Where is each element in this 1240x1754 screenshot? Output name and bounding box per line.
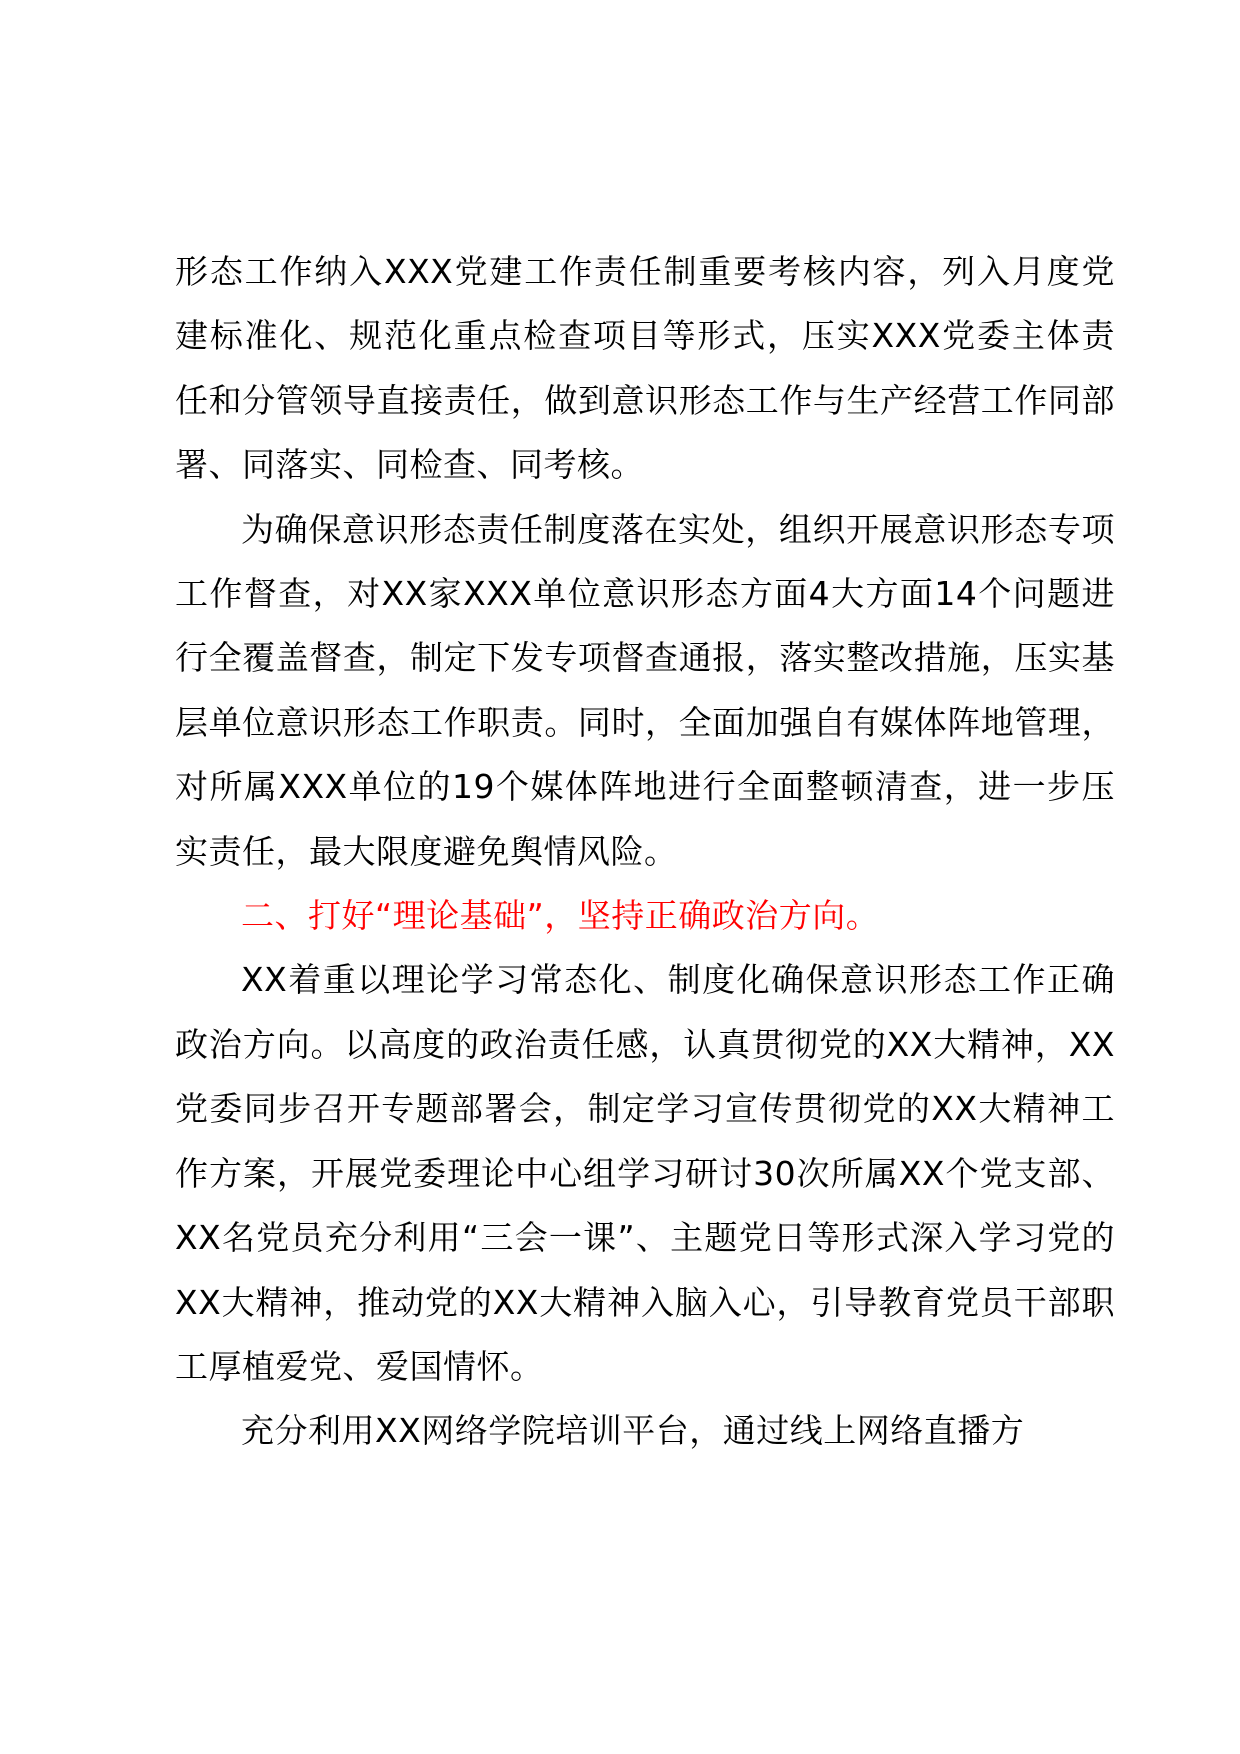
paragraph-theory-study: XX着重以理论学习常态化、制度化确保意识形态工作正确政治方向。以高度的政治责任感，认真贯彻党的XX大精神，XX党委同步召开专题部署会，制定学习宣传贯彻党的XX大精神工作方案，开展党委理论中心组学习研讨30次所属XX个党支部、XX名党员充分利用“三会一课”、主题党日等形式深入学习党的XX大精神，推动党的XX大精神入脑入心，引导教育党员干部职工厚植爱党、爱国情怀。 [175, 960, 1115, 1386]
document-body [175, 240, 1115, 1464]
section-heading: 二、打好“理论基础”，坚持正确政治方向。 [241, 896, 880, 936]
paragraph-continuation: 形态工作纳入XXX党建工作责任制重要考核内容，列入月度党建标准化、规范化重点检查项目等形式，压实XXX党委主体责任和分管领导直接责任，做到意识形态工作与生产经营工作同部署、同落实、同检查、同考核。 [175, 252, 1115, 485]
paragraph-network-training: 充分利用XX网络学院培训平台，通过线上网络直播方 [241, 1411, 1025, 1451]
paragraph-supervision: 为确保意识形态责任制度落在实处，组织开展意识形态专项工作督查，对XX家XXX单位意识形态方面4大方面14个问题进行全覆盖督查，制定下发专项督查通报，落实整改措施，压实基层单位意识形态工作职责。同时，全面加强自有媒体阵地管理，对所属XXX单位的19个媒体阵地进行全面整顿清查，进一步压实责任，最大限度避免舆情风险。 [175, 509, 1115, 871]
